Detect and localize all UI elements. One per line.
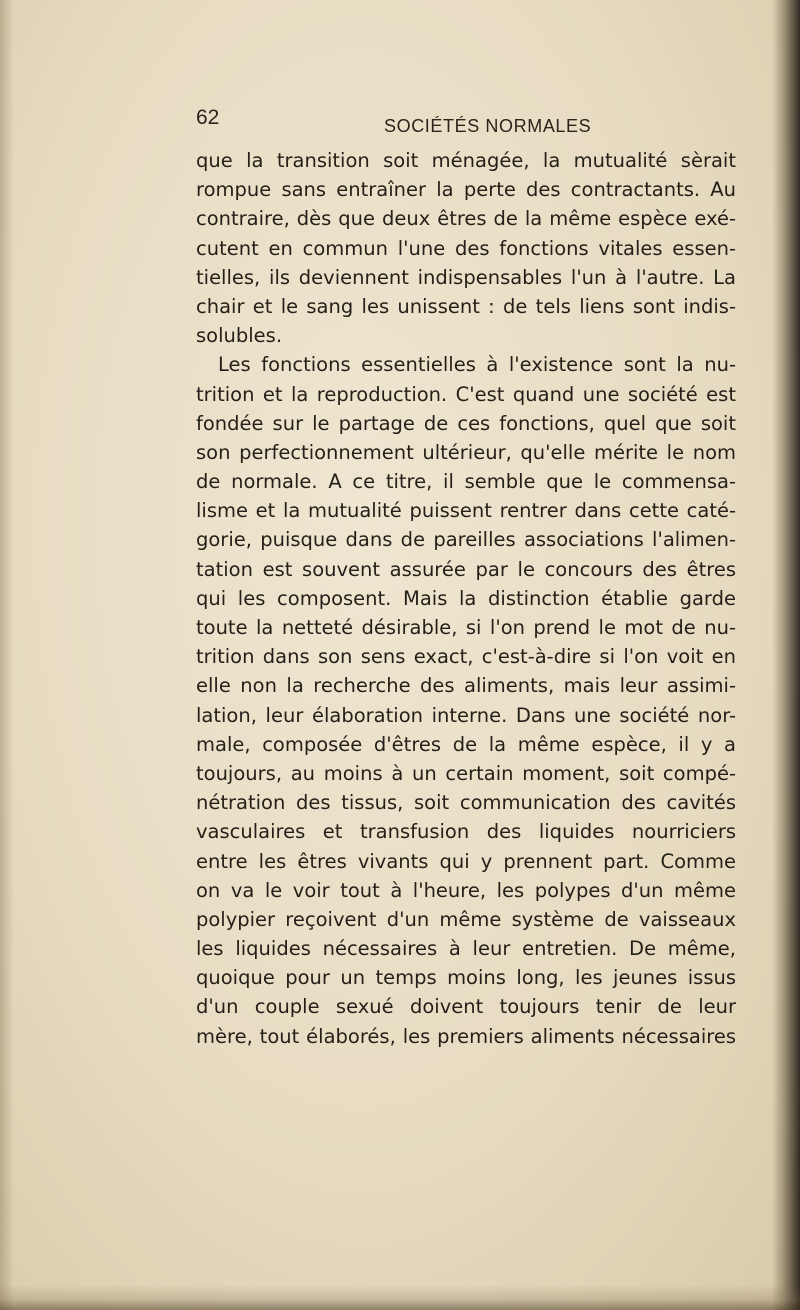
text-line: rompue sans entraîner la perte des contractants. Au xyxy=(196,178,736,202)
text-line: mère, tout élaborés, les premiers aliments nécessaires xyxy=(196,1024,736,1048)
text-line: nétration des tissus, soit communication des cavités xyxy=(196,791,736,815)
text-line: cutent en commun l'une des fonctions vitales essen- xyxy=(196,236,736,260)
text-line: entre les êtres vivants qui y prennent part. Comme xyxy=(196,849,736,873)
text-line: elle non la recherche des aliments, mais leur assimi- xyxy=(196,674,736,698)
text-line: vasculaires et transfusion des liquides nourriciers xyxy=(196,820,736,844)
text-line: toujours, au moins à un certain moment, soit compé- xyxy=(196,761,736,785)
text-line: que la transition soit ménagée, la mutualité sèrait xyxy=(196,149,736,172)
text-line: chair et le sang les unissent : de tels liens sont indis- xyxy=(196,294,736,318)
page-header xyxy=(196,106,756,142)
text-line: polypier reçoivent d'un même système de vaisseaux xyxy=(196,907,736,931)
text-line: male, composée d'êtres de la même espèce, il y a xyxy=(196,732,736,756)
text-line: contraire, dès que deux êtres de la même espèce exé- xyxy=(196,207,736,231)
body-text xyxy=(196,146,736,1051)
text-line: gorie, puisque dans de pareilles associations l'alimen- xyxy=(196,528,736,552)
text-line: les liquides nécessaires à leur entretien. De même, xyxy=(196,937,736,961)
text-line: trition et la reproduction. C'est quand une société est xyxy=(196,382,736,406)
text-line: Les fonctions essentielles à l'existence sont la nu- xyxy=(218,353,736,377)
text-line: qui les composent. Mais la distinction établie garde xyxy=(196,586,736,610)
text-line: lisme et la mutualité puissent rentrer dans cette caté- xyxy=(196,499,736,523)
text-line: tielles, ils deviennent indispensables l'un à l'autre. La xyxy=(196,265,736,289)
text-line: lation, leur élaboration interne. Dans une société nor- xyxy=(196,703,736,727)
text-line: trition dans son sens exact, c'est-à-dire si l'on voit en xyxy=(196,645,736,669)
text-line: quoique pour un temps moins long, les jeunes issus xyxy=(196,966,736,990)
text-line: son perfectionnement ultérieur, qu'elle mérite le nom xyxy=(196,440,736,464)
text-line: solubles. xyxy=(196,324,283,348)
text-line: tation est souvent assurée par le concours des êtres xyxy=(196,557,736,581)
running-head: SOCIÉTÉS NORMALES xyxy=(384,116,592,136)
text-line: toute la netteté désirable, si l'on prend le mot de nu- xyxy=(196,616,736,639)
text-line: on va le voir tout à l'heure, les polypes d'un même xyxy=(196,878,736,902)
text-line: de normale. A ce titre, il semble que le commensa- xyxy=(196,470,736,494)
page-number: 62 xyxy=(196,106,220,129)
text-line: d'un couple sexué doivent toujours tenir de leur xyxy=(196,995,736,1019)
book-spine-shadow xyxy=(772,0,800,1310)
page-left-edge-shading xyxy=(0,0,14,1310)
text-line: fondée sur le partage de ces fonctions, quel que soit xyxy=(196,411,736,435)
page-bottom-edge-shading xyxy=(0,1284,800,1310)
